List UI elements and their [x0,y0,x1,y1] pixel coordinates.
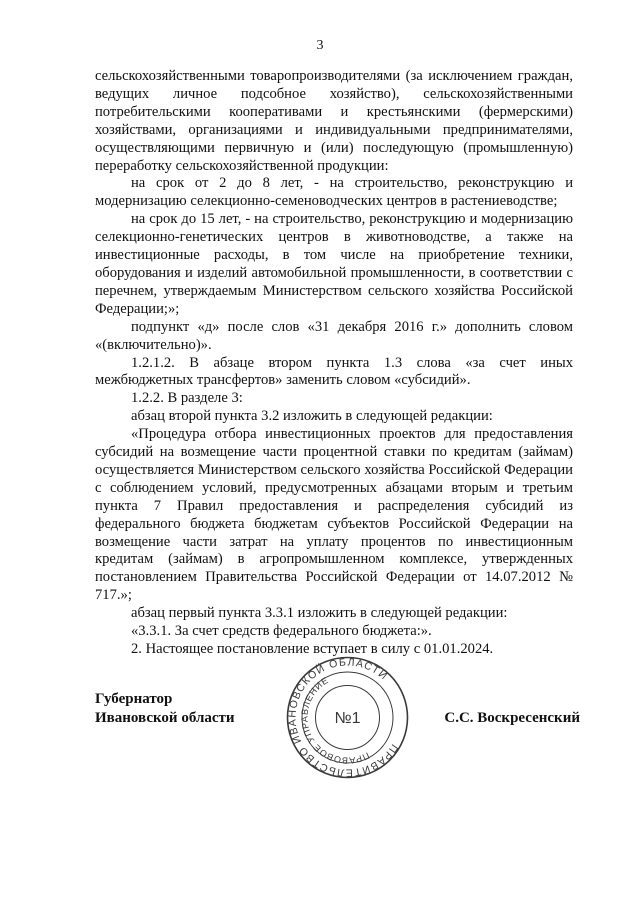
paragraph-1: сельскохозяйственными товаропроизводителями (за исключением граждан, ведущих личное подсобное хозяйство), сельскохозяйственными потребительскими кооперативами и крестьянскими (фермерскими) хозяйствами, организациями и индивидуальными предпринимателями, осуществляющими первичную и (или) последующую (промышленную) переработку сельскохозяйственной продукции: [95,68,573,174]
official-seal [285,655,410,780]
paragraph-5: 1.2.1.2. В абзаце втором пункта 1.3 слова «за счет иных межбюджетных трансфертов» заменить словом «субсидий». [95,354,573,389]
paragraph-10: «3.3.1. За счет средств федерального бюджета:». [131,623,432,640]
document-body [95,68,573,659]
page-number: 3 [316,38,324,53]
seal-inner-text: ПРАВОВОЕ УПРАВЛЕНИЕ [299,674,371,766]
paragraph-11: 2. Настоящее постановление вступает в силу с 01.01.2024. [131,641,494,657]
signatory-title-line-1: Губернатор [95,691,173,707]
paragraph-8: «Процедура отбора инвестиционных проектов для предоставления субсидий на возмещение части процентной ставки по кредитам (займам) осуществляется Министерством сельского хозяйства Российской Федерации с соблюдением условий, предусмотренных абзацами вторым и третьим пункта 7 Правил предоставления и распределения субсидий из федерального бюджета бюджетам субъектов Российской Федерации на возмещение части затрат на уплату процентов по инвестиционным кредитам (займам) в агропромышленном комплексе, утвержденных постановлением Правительства Российской Федерации от 14.07.2012 № 717.»; [95,426,573,604]
paragraph-9: абзац первый пункта 3.3.1 изложить в следующей редакции: [131,605,508,622]
signatory-title [95,690,235,728]
paragraph-3: на срок до 15 лет, - на строительство, реконструкцию и модернизацию селекционно-генетических центров в животноводстве, а также на инвестиционные расходы, в том числе на приобретение техники, оборудования и изделий автомобильной промышленности, в соответствии с перечнем, утверждаемым Министерством сельского хозяйства Российской Федерации;»; [95,211,573,317]
paragraph-4: подпункт «д» после слов «31 декабря 2016 г.» дополнить словом «(включительно)». [95,318,573,353]
paragraph-6: 1.2.2. В разделе 3: [131,390,243,407]
signatory-title-line-2: Ивановской области [95,710,235,726]
paragraph-7: абзац второй пункта 3.2 изложить в следующей редакции: [131,408,493,425]
paragraph-2: на срок от 2 до 8 лет, - на строительство, реконструкцию и модернизацию селекционно-семеноводческих центров в растениеводстве; [95,175,573,210]
signatory-name: С.С. Воскресенский [444,710,580,726]
seal-center-number: №1 [334,710,361,727]
seal-outer-text: ПРАВИТЕЛЬСТВО ИВАНОВСКОЙ ОБЛАСТИ [286,656,401,779]
